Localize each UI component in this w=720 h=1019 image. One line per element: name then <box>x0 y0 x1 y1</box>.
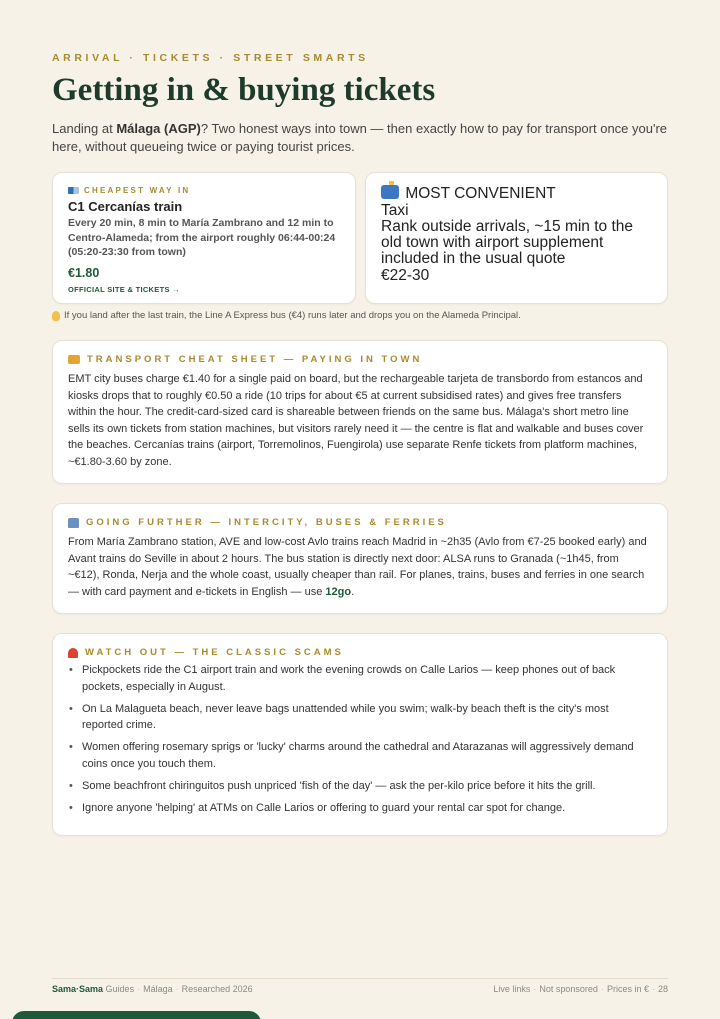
scams-heading <box>68 647 652 658</box>
cheapest-title: C1 Cercanías train <box>68 199 183 215</box>
cheat-sheet-panel <box>52 340 668 484</box>
convenient-price: €22-30 <box>381 266 430 284</box>
intro-paragraph <box>52 120 668 155</box>
further-heading-label: GOING FURTHER — INTERCITY, BUSES & FERRIES <box>86 517 447 529</box>
arrival-options <box>52 172 668 304</box>
scams-panel <box>52 633 668 836</box>
cheat-sheet-heading <box>68 354 652 365</box>
further-heading <box>68 517 652 528</box>
intro-suffix: ? Two honest ways into town — then exactly how to pay for transport once you're here, without queueing twice or paying tourist prices. <box>52 121 668 154</box>
further-body-text: From María Zambrano station, AVE and low-cost Avlo trains reach Madrid in ~2h35 (Avlo from €7-25 booked early) and Avant trains do Seville in about 2 hours. The bus station is directly next door: ALSA runs to Granada (~1h45, from ~€12), Ronda, Nerja and the whole coast, usually cheaper than rail. For planes, trains, buses and ferries in one search — with card payment and e-tickets in English — use <box>68 536 647 598</box>
scams-list <box>68 662 652 816</box>
page-number: 28 <box>657 984 668 994</box>
siren-icon <box>68 648 78 658</box>
convenient-eyebrow <box>381 185 652 202</box>
footer-guides: Guides <box>105 984 135 994</box>
further-panel <box>52 503 668 614</box>
cheapest-eyebrow <box>68 186 340 195</box>
section-eyebrow: ARRIVAL · TICKETS · STREET SMARTS <box>52 52 369 64</box>
footer-city: Málaga <box>143 984 173 994</box>
convenient-card <box>365 172 668 304</box>
cheapest-price: €1.80 <box>68 265 100 280</box>
brand-logo: Sama·Sama <box>52 984 104 994</box>
convenient-title: Taxi <box>381 201 409 219</box>
cheapest-eyebrow-label: CHEAPEST WAY IN <box>84 186 191 196</box>
footer-prices: Prices in € <box>606 984 649 994</box>
further-body-end: . <box>351 585 355 598</box>
cheat-sheet-body: EMT city buses charge €1.40 for a single paid on board, but the rechargeable tarjeta de transbordo from estancos and kiosks drops that to roughly €0.50 a ride (10 trips for about €5 at current subsidised rates) and gives free transfers within the hour. The credit-card-sized card is shareable between friends on the same bus. Málaga's short metro line sells its own tickets from station machines, but visitors rarely need it — the centre is flat and walkable and buses cover the beaches. Cercanías trains (airport, Torremolinos, Fuengirola) use separate Renfe tickets from platform machines, ~€1.80-3.60 by zone. <box>68 373 644 468</box>
late-arrival-tip <box>52 310 668 321</box>
intro-airport: Málaga (AGP) <box>116 121 201 137</box>
list-item: • Ignore anyone 'helping' at ATMs on Calle Larios or offering to guard your rental car spot for change. <box>68 800 652 817</box>
page-title: Getting in & buying tickets <box>52 72 436 108</box>
footer-left: Sama·Sama Guides · Málaga · Researched 2026 <box>52 984 253 994</box>
official-site-link[interactable]: OFFICIAL SITE & TICKETS → <box>68 284 180 294</box>
list-item: • On La Malagueta beach, never leave bags unattended while you swim; walk-by beach theft is the city's most reported crime. <box>68 701 652 734</box>
intro-prefix: Landing at <box>52 121 117 137</box>
lightbulb-icon <box>52 311 60 321</box>
convenient-eyebrow-label: MOST CONVENIENT <box>405 185 556 203</box>
cheapest-card <box>52 172 356 304</box>
further-body <box>68 534 652 600</box>
footer-not-sponsored: Not sponsored <box>539 984 598 994</box>
flag-icon <box>68 187 79 194</box>
12go-link[interactable]: 12go <box>325 585 352 598</box>
cheat-sheet-heading-label: TRANSPORT CHEAT SHEET — PAYING IN TOWN <box>87 354 423 366</box>
tip-text: If you land after the last train, the Line A Express bus (€4) runs later and drops you on the Alameda Principal. <box>64 310 521 322</box>
scams-heading-label: WATCH OUT — THE CLASSIC SCAMS <box>85 647 344 659</box>
list-item: • Pickpockets ride the C1 airport train and work the evening crowds on Calle Larios — keep phones out of back pockets, especially in August. <box>68 662 652 695</box>
list-item: • Women offering rosemary sprigs or 'lucky' charms around the cathedral and Atarazanas will aggressively demand coins once you touch them. <box>68 739 652 772</box>
bottom-tab-bar[interactable] <box>12 1011 261 1019</box>
list-item: • Some beachfront chiringuitos push unpriced 'fish of the day' — ask the per-kilo price before it hits the grill. <box>68 778 652 795</box>
page-footer <box>52 978 668 994</box>
footer-right: Live links · Not sponsored · Prices in € · 28 <box>493 984 668 994</box>
cheapest-detail: Every 20 min, 8 min to María Zambrano and 12 min to Centro-Alameda; from the airport roughly 06:44-00:24 (05:20-23:30 from town) <box>68 217 336 259</box>
taxi-icon <box>381 185 399 199</box>
bus-icon <box>68 518 79 528</box>
convenient-detail: Rank outside arrivals, ~15 min to the old town with airport supplement included in the usual quote <box>381 217 634 268</box>
ticket-icon <box>68 355 80 364</box>
footer-live-links: Live links <box>493 984 531 994</box>
footer-researched: Researched 2026 <box>181 984 253 994</box>
